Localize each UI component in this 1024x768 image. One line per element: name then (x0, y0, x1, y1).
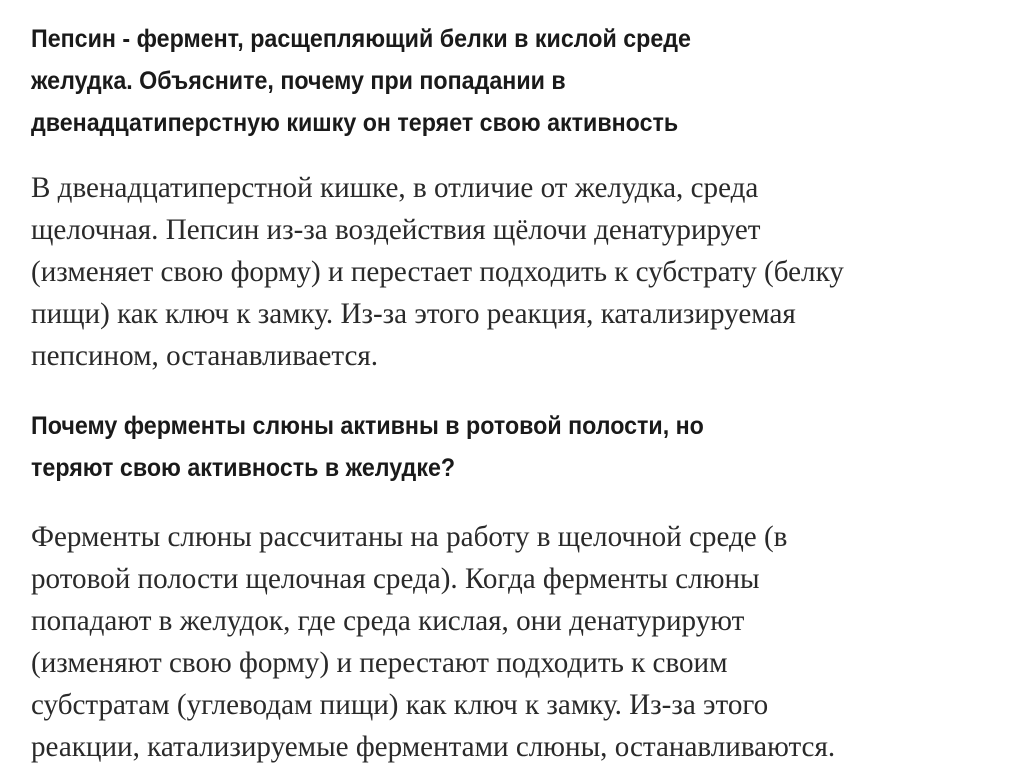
question-2 (31, 405, 933, 489)
answer-1-line: В двенадцатиперстной кишке, в отличие от желудка, среда (31, 171, 759, 204)
answer-2-line: Ферменты слюны рассчитаны на работу в щелочной среде (в (31, 520, 788, 553)
answer-1-line: (изменяет свою форму) и перестает подходить к субстрату (белку (31, 255, 844, 288)
question-1 (31, 18, 933, 144)
question-1-line: желудка. Объясните, почему при попадании в (31, 67, 566, 95)
question-1-line: Пепсин - фермент, расщепляющий белки в кислой среде (31, 25, 691, 53)
answer-2 (31, 516, 991, 768)
answer-2-line: ротовой полости щелочная среда). Когда ферменты слюны (31, 562, 760, 595)
question-1-line: двенадцатиперстную кишку он теряет свою активность (31, 109, 679, 137)
answer-2-line: попадают в желудок, где среда кислая, они денатурируют (31, 604, 745, 637)
answer-2-line: реакции, катализируемые ферментами слюны, останавливаются. (31, 730, 836, 763)
answer-1-line: щелочная. Пепсин из-за воздействия щёлочи денатурирует (31, 213, 761, 246)
answer-1-line: пищи) как ключ к замку. Из-за этого реакция, катализируемая (31, 297, 796, 330)
answer-1-line: пепсином, останавливается. (31, 339, 379, 372)
answer-2-line: (изменяют свою форму) и перестают подходить к своим (31, 646, 728, 679)
answer-2-line: субстратам (углеводам пищи) как ключ к замку. Из-за этого (31, 688, 769, 721)
question-2-line: Почему ферменты слюны активны в ротовой полости, но (31, 412, 704, 440)
answer-1 (31, 167, 991, 377)
question-2-line: теряют свою активность в желудке? (31, 454, 456, 482)
